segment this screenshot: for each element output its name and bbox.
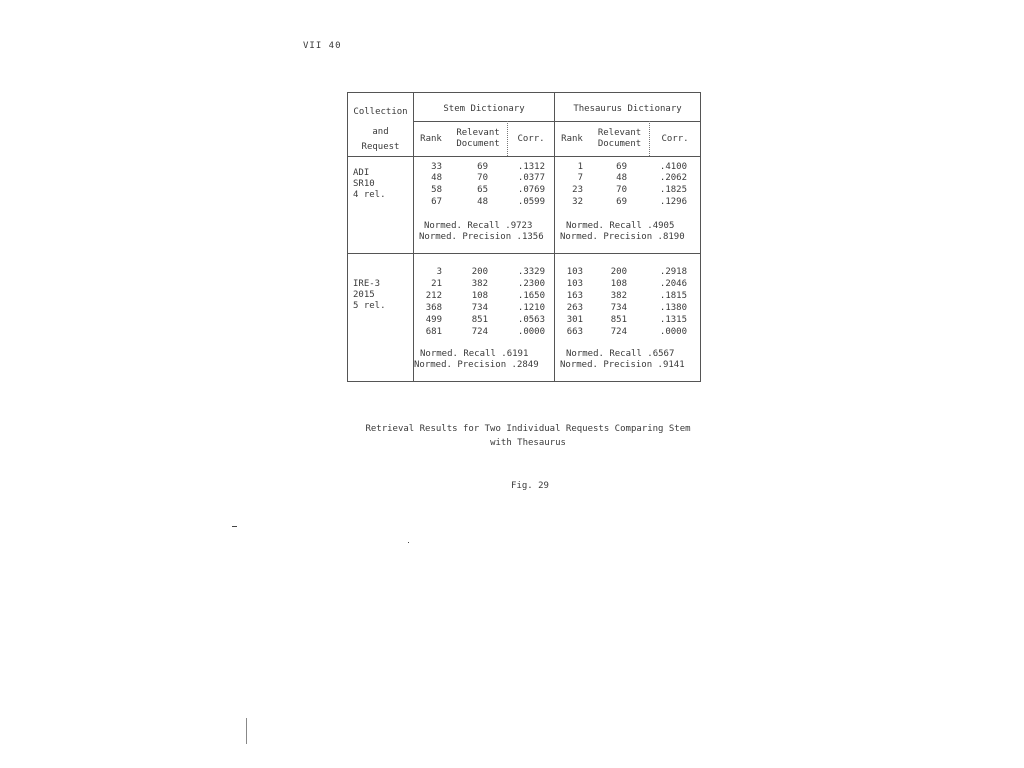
cell-document: 108 <box>471 291 488 301</box>
cell-rank: 21 <box>431 279 442 289</box>
cell-corr: .0769 <box>517 185 545 195</box>
cell-corr: .0000 <box>659 327 687 337</box>
cell-corr: .2918 <box>659 267 687 277</box>
cell-document: 108 <box>610 279 627 289</box>
cell-document: 734 <box>471 303 488 313</box>
cell-rank: 3 <box>436 267 442 277</box>
cell-document: 724 <box>471 327 488 337</box>
caption-line-2: with Thesaurus <box>490 438 566 448</box>
cell-corr: .2062 <box>659 173 687 183</box>
subheader-stem-corr: Corr. <box>517 134 545 144</box>
cell-rank: 368 <box>425 303 442 313</box>
thesaurus-normed-recall: Normed. Recall .6567 <box>566 349 675 359</box>
cell-rank: 33 <box>431 162 442 172</box>
subheader-thes-relevant: Relevant <box>597 128 642 138</box>
cell-corr: .0377 <box>517 173 545 183</box>
thesaurus-normed-precision: Normed. Precision .9141 <box>560 360 685 370</box>
cell-rank: 58 <box>431 185 442 195</box>
subheader-stem-relevant: Relevant <box>456 128 500 138</box>
cell-corr: .3329 <box>517 267 545 277</box>
cell-corr: .4100 <box>659 162 687 172</box>
scan-mark <box>232 526 237 527</box>
cell-corr: .1815 <box>659 291 687 301</box>
cell-document: 724 <box>610 327 627 337</box>
block-separator <box>348 253 700 254</box>
cell-corr: .2300 <box>517 279 545 289</box>
subheader-stem-rank: Rank <box>420 134 442 144</box>
cell-corr: .1825 <box>659 185 687 195</box>
cell-rank: 681 <box>425 327 442 337</box>
block-label-request: 2015 <box>353 290 375 300</box>
cell-rank: 499 <box>425 315 442 325</box>
cell-rank: 67 <box>431 197 442 207</box>
block-label-relevant: 4 rel. <box>353 190 386 200</box>
cell-rank: 7 <box>577 173 583 183</box>
stem-normed-precision: Normed. Precision .2849 <box>414 360 539 370</box>
header-collection: Collection <box>353 107 408 117</box>
cell-document: 48 <box>616 173 627 183</box>
caption-line-1: Retrieval Results for Two Individual Requests Comparing Stem <box>365 424 691 434</box>
cell-document: 65 <box>477 185 488 195</box>
figure-caption <box>352 422 704 450</box>
header-request: Request <box>361 142 400 152</box>
thesaurus-normed-precision: Normed. Precision .8190 <box>560 232 685 242</box>
cell-document: 851 <box>610 315 627 325</box>
block-label-request: SR10 <box>353 179 375 189</box>
header-and: and <box>372 127 389 137</box>
subheader-thes-corr: Corr. <box>661 134 689 144</box>
cell-document: 69 <box>616 162 627 172</box>
cell-rank: 48 <box>431 173 442 183</box>
cell-document: 734 <box>610 303 627 313</box>
block-label-collection: ADI <box>353 168 370 178</box>
cell-rank: 263 <box>566 303 583 313</box>
stem-normed-recall: Normed. Recall .9723 <box>424 221 533 231</box>
cell-rank: 32 <box>572 197 583 207</box>
cell-rank: 163 <box>566 291 583 301</box>
cell-document: 48 <box>477 197 488 207</box>
cell-corr: .0563 <box>517 315 545 325</box>
cell-corr: .0599 <box>517 197 545 207</box>
stem-normed-recall: Normed. Recall .6191 <box>420 349 529 359</box>
figure-label: Fig. 29 <box>511 481 549 491</box>
cell-corr: .1650 <box>517 291 545 301</box>
cell-document: 69 <box>477 162 488 172</box>
cell-corr: .2046 <box>659 279 687 289</box>
cell-document: 382 <box>471 279 488 289</box>
header-rule-groups <box>413 121 700 122</box>
subheader-stem-document: Document <box>456 139 500 149</box>
block-label-collection: IRE-3 <box>353 279 381 289</box>
cell-document: 70 <box>477 173 488 183</box>
cell-corr: .1380 <box>659 303 687 313</box>
subheader-thes-document: Document <box>597 139 642 149</box>
block-label-relevant: 5 rel. <box>353 301 386 311</box>
cell-rank: 103 <box>566 279 583 289</box>
stem-normed-precision: Normed. Precision .1356 <box>419 232 544 242</box>
cell-rank: 663 <box>566 327 583 337</box>
scan-mark <box>408 542 409 543</box>
cell-document: 70 <box>616 185 627 195</box>
cell-rank: 23 <box>572 185 583 195</box>
thesaurus-normed-recall: Normed. Recall .4905 <box>566 221 675 231</box>
header-thesaurus-dictionary: Thesaurus Dictionary <box>573 104 682 114</box>
cell-document: 69 <box>616 197 627 207</box>
header-stem-dictionary: Stem Dictionary <box>443 104 525 114</box>
scan-mark <box>246 718 247 744</box>
cell-rank: 212 <box>425 291 442 301</box>
cell-document: 851 <box>471 315 488 325</box>
header-rule-bottom <box>348 156 700 157</box>
subheader-thes-rank: Rank <box>561 134 583 144</box>
cell-rank: 301 <box>566 315 583 325</box>
cell-document: 382 <box>610 291 627 301</box>
page-number: VII 40 <box>303 41 342 51</box>
cell-rank: 103 <box>566 267 583 277</box>
cell-document: 200 <box>471 267 488 277</box>
results-table <box>347 92 701 382</box>
cell-corr: .1312 <box>517 162 545 172</box>
cell-rank: 1 <box>577 162 583 172</box>
cell-corr: .1315 <box>659 315 687 325</box>
cell-corr: .1296 <box>659 197 687 207</box>
cell-document: 200 <box>610 267 627 277</box>
cell-corr: .0000 <box>517 327 545 337</box>
cell-corr: .1210 <box>517 303 545 313</box>
